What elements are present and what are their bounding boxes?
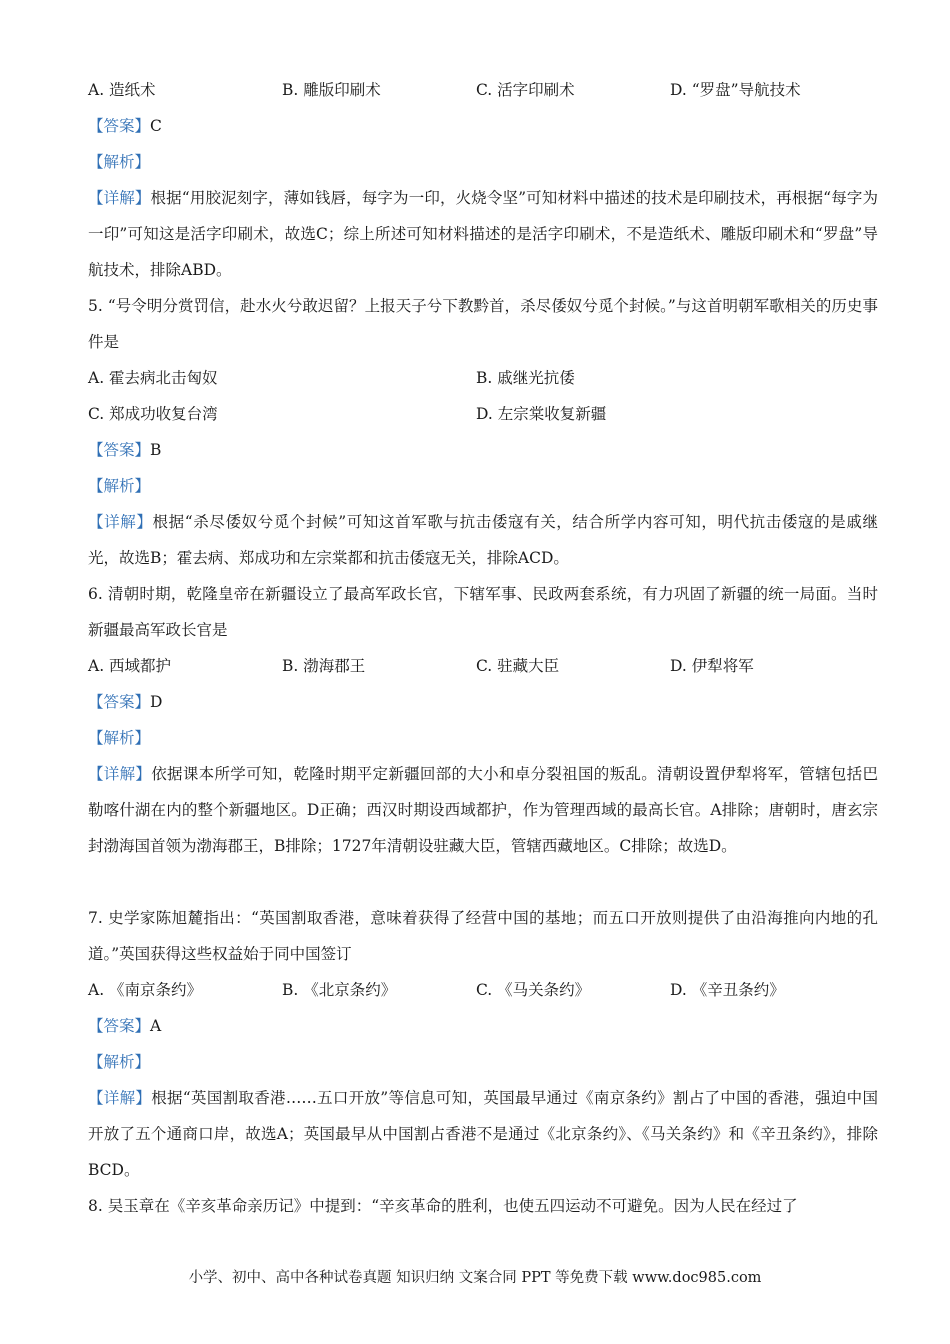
answer-tag: 【答案】 — [88, 117, 151, 135]
q6-option-a: A. 西域都护 — [88, 657, 172, 675]
q6-option-c: C. 驻藏大臣 — [476, 657, 560, 675]
q6-stem: 6. 清朝时期，乾隆皇帝在新疆设立了最高军政长官，下辖军事、民政两套系统，有力巩固了新疆的统一局面。当时新疆最高军政长官是 — [88, 585, 878, 639]
q5-analysis — [88, 468, 878, 504]
q6-option-d: D. 伊犁将军 — [670, 657, 754, 675]
q7-option-b: B. 《北京条约》 — [282, 981, 397, 999]
q4-detail — [88, 180, 878, 288]
answer-tag: 【答案】 — [88, 1017, 151, 1035]
q6-options — [88, 648, 878, 684]
q7-option-a: A. 《南京条约》 — [88, 981, 203, 999]
q6-option-b: B. 渤海郡王 — [282, 657, 366, 675]
detail-tag: 【详解】 — [88, 1089, 152, 1107]
q5-option-b: B. 戚继光抗倭 — [476, 369, 575, 387]
q4-options — [88, 72, 878, 108]
q4-option-c: C. 活字印刷术 — [476, 81, 575, 99]
q4-analysis — [88, 144, 878, 180]
answer-value: D — [150, 693, 163, 711]
analysis-tag: 【解析】 — [88, 729, 151, 747]
q7-answer — [88, 1008, 878, 1044]
q7-options — [88, 972, 878, 1008]
q8-stem: 8. 吴玉章在《辛亥革命亲历记》中提到：“辛亥革命的胜利，也使五四运动不可避免。因为人民在经过了 — [88, 1197, 798, 1215]
detail-text: 根据“英国割取香港……五口开放”等信息可知，英国最早通过《南京条约》割占了中国的香港，强迫中国开放了五个通商口岸，故选A；英国最早从中国割占香港不是通过《北京条约》、《马关条约》和《辛丑条约》，排除BCD。 — [88, 1089, 878, 1179]
detail-text: 依据课本所学可知，乾隆时期平定新疆回部的大小和卓分裂祖国的叛乱。清朝设置伊犁将军，管辖包括巴勒喀什湖在内的整个新疆地区。D正确；西汉时期设西域都护，作为管理西域的最高长官。A排除；唐朝时，唐玄宗封渤海国首领为渤海郡王，B排除；1727年清朝设驻藏大臣，管辖西藏地区。C排除；故选D。 — [88, 765, 878, 855]
q5-option-c: C. 郑成功收复台湾 — [88, 405, 218, 423]
q4-option-d: D. “罗盘”导航技术 — [670, 81, 801, 99]
analysis-tag: 【解析】 — [88, 477, 151, 495]
q7-analysis — [88, 1044, 878, 1080]
detail-tag: 【详解】 — [88, 513, 153, 531]
analysis-tag: 【解析】 — [88, 1053, 151, 1071]
q4-answer — [88, 108, 878, 144]
q5-options-row2 — [88, 396, 878, 432]
analysis-tag: 【解析】 — [88, 153, 151, 171]
detail-text: 根据“杀尽倭奴兮觅个封候”可知这首军歌与抗击倭寇有关，结合所学内容可知，明代抗击倭寇的是戚继光，故选B；霍去病、郑成功和左宗棠都和抗击倭寇无关，排除ACD。 — [88, 513, 878, 567]
q7-detail — [88, 1080, 878, 1188]
answer-value: A — [150, 1017, 162, 1035]
q5-option-a: A. 霍去病北击匈奴 — [88, 369, 218, 387]
answer-value: C — [150, 117, 162, 135]
answer-value: B — [150, 441, 162, 459]
detail-text: 根据“用胶泥刻字，薄如钱唇，每字为一印，火烧令坚”可知材料中描述的技术是印刷技术，再根据“每字为一印”可知这是活字印刷术，故选C；综上所述可知材料描述的是活字印刷术，不是造纸术、雕版印刷术和“罗盘”导航技术，排除ABD。 — [88, 189, 878, 279]
q7-option-c: C. 《马关条约》 — [476, 981, 591, 999]
q6-answer — [88, 684, 878, 720]
q6-analysis — [88, 720, 878, 756]
answer-tag: 【答案】 — [88, 693, 151, 711]
q7-stem: 7. 史学家陈旭麓指出：“英国割取香港，意味着获得了经营中国的基地；而五口开放则提供了由沿海推向内地的孔道。”英国获得这些权益始于同中国签订 — [88, 909, 878, 963]
q4-option-a: A. 造纸术 — [88, 81, 156, 99]
q5-stem: 5. “号令明分赏罚信，赴水火兮敢迟留？上报天子兮下教黔首，杀尽倭奴兮觅个封候。”与这首明朝军歌相关的历史事件是 — [88, 297, 878, 351]
answer-tag: 【答案】 — [88, 441, 151, 459]
q5-answer — [88, 432, 878, 468]
document-page — [88, 72, 878, 1224]
q7-option-d: D. 《辛丑条约》 — [670, 981, 785, 999]
page-footer: 小学、初中、高中各种试卷真题 知识归纳 文案合同 PPT 等免费下载 www.doc985.com — [188, 1270, 762, 1286]
q5-detail — [88, 504, 878, 576]
detail-tag: 【详解】 — [88, 189, 151, 207]
q6-detail — [88, 756, 878, 900]
detail-tag: 【详解】 — [88, 765, 152, 783]
q5-options-row1 — [88, 360, 878, 396]
q5-option-d: D. 左宗棠收复新疆 — [476, 405, 607, 423]
q4-option-b: B. 雕版印刷术 — [282, 81, 381, 99]
